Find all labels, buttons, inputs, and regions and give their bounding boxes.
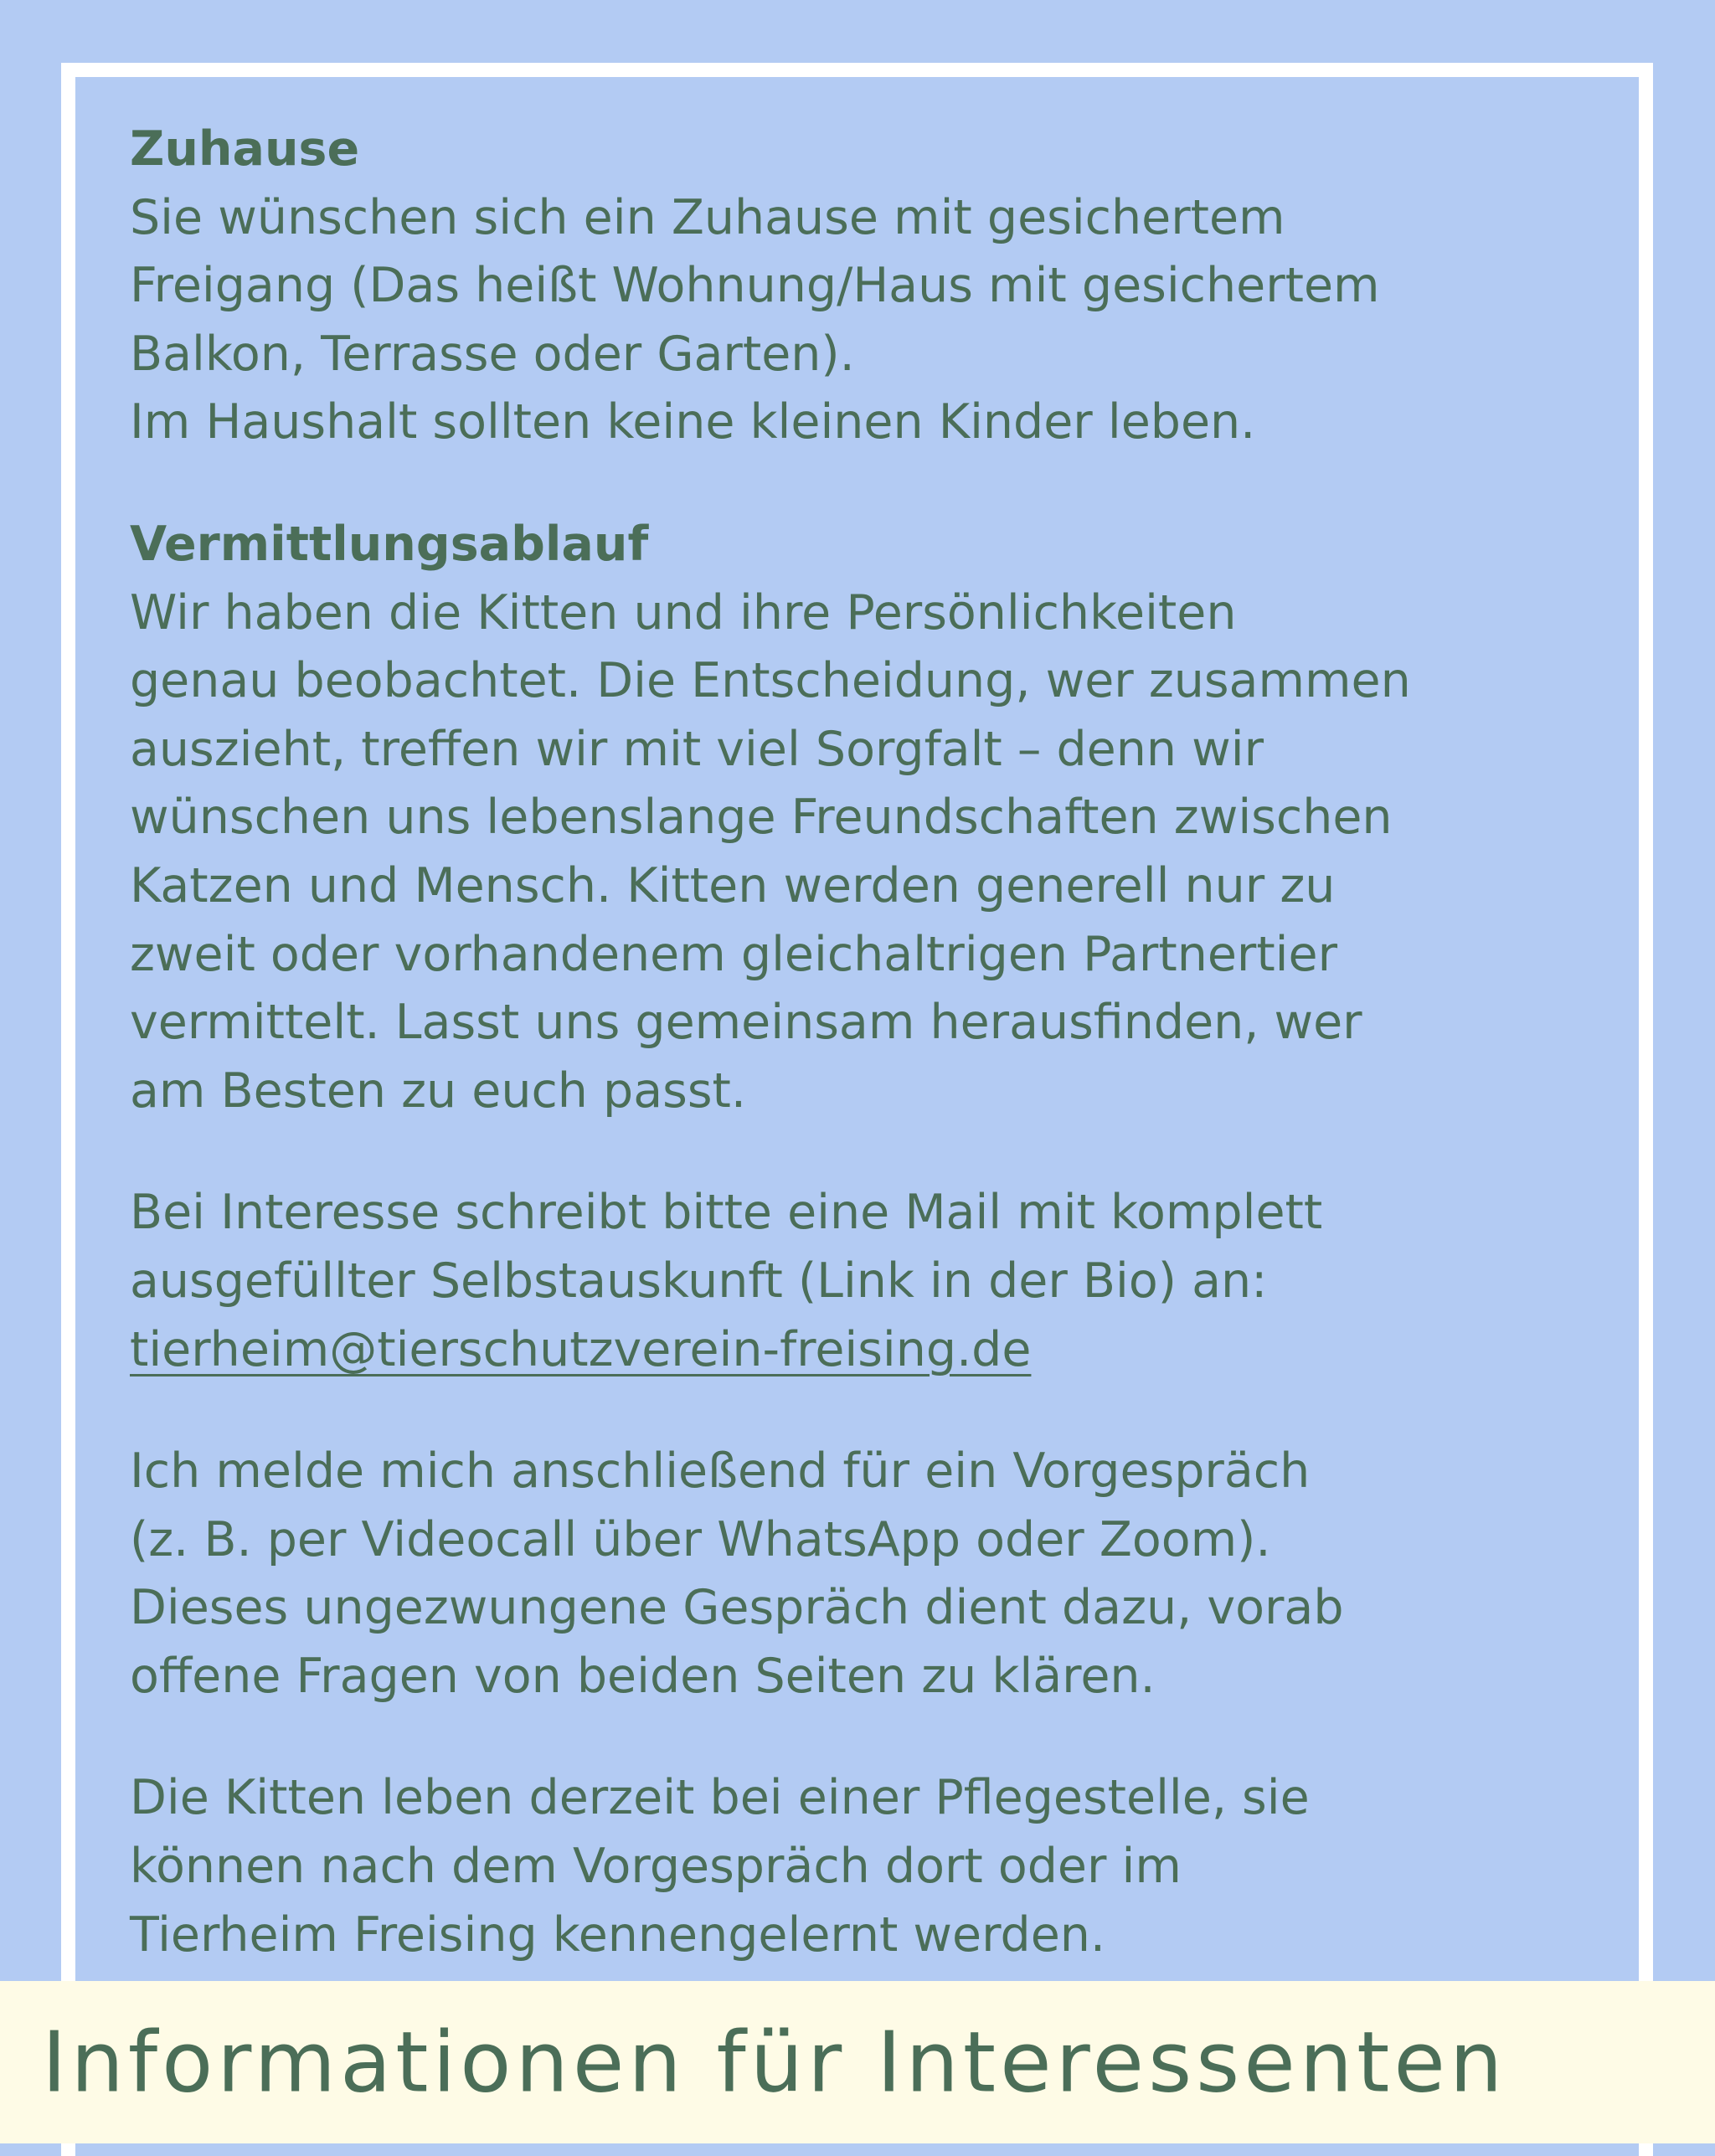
section-vermittlungsablauf: [130, 511, 1604, 1125]
text-line: Tierheim Freising kennengelernt werden.: [130, 1906, 1106, 1963]
text-line: Die Kitten leben derzeit bei einer Pflegestelle, sie: [130, 1770, 1310, 1826]
text-line: offene Fragen von beiden Seiten zu klären.: [130, 1648, 1156, 1704]
text-line: wünschen uns lebenslange Freundschaften zwischen: [130, 790, 1393, 846]
section-heading-zuhause: Zuhause: [130, 121, 360, 177]
text-line: Bei Interesse schreibt bitte eine Mail mit komplett: [130, 1185, 1323, 1241]
text-line: können nach dem Vorgespräch dort oder im: [130, 1839, 1182, 1895]
text-line: Balkon, Terrasse oder Garten).: [130, 326, 855, 382]
email-link[interactable]: tierheim@tierschutzverein-freising.de: [130, 1321, 1032, 1377]
text-line: auszieht, treffen wir mit viel Sorgfalt – denn wir: [130, 721, 1264, 777]
section-pflegestelle: [130, 1764, 1604, 1969]
text-line: Im Haushalt sollten keine kleinen Kinder leben.: [130, 394, 1256, 450]
section-zuhause: [130, 116, 1604, 457]
text-line: ausgefüllter Selbstauskunft (Link in der Bio) an:: [130, 1253, 1268, 1309]
text-line: zweit oder vorhandenem gleichaltrigen Partnertier: [130, 926, 1338, 982]
info-content: [130, 116, 1604, 1969]
footer-title: Informationen für Interessenten: [42, 2013, 1507, 2112]
text-line: genau beobachtet. Die Entscheidung, wer zusammen: [130, 653, 1411, 709]
section-heading-vermittlungsablauf: Vermittlungsablauf: [130, 516, 649, 572]
section-vorgespraech: [130, 1438, 1604, 1711]
section-interesse: [130, 1179, 1604, 1384]
text-line: Wir haben die Kitten und ihre Persönlichkeiten: [130, 584, 1237, 641]
text-line: Katzen und Mensch. Kitten werden generell nur zu: [130, 857, 1336, 913]
text-line: Sie wünschen sich ein Zuhause mit gesichertem: [130, 189, 1285, 245]
text-line: Ich melde mich anschließend für ein Vorgespräch: [130, 1443, 1311, 1500]
text-line: am Besten zu euch passt.: [130, 1063, 747, 1119]
text-line: Freigang (Das heißt Wohnung/Haus mit gesichertem: [130, 258, 1380, 314]
text-line: vermittelt. Lasst uns gemeinsam herausfinden, wer: [130, 995, 1362, 1051]
text-line: (z. B. per Videocall über WhatsApp oder Zoom).: [130, 1511, 1271, 1567]
text-line: Dieses ungezwungene Gespräch dient dazu, vorab: [130, 1580, 1344, 1636]
footer-banner: [0, 1981, 1715, 2143]
